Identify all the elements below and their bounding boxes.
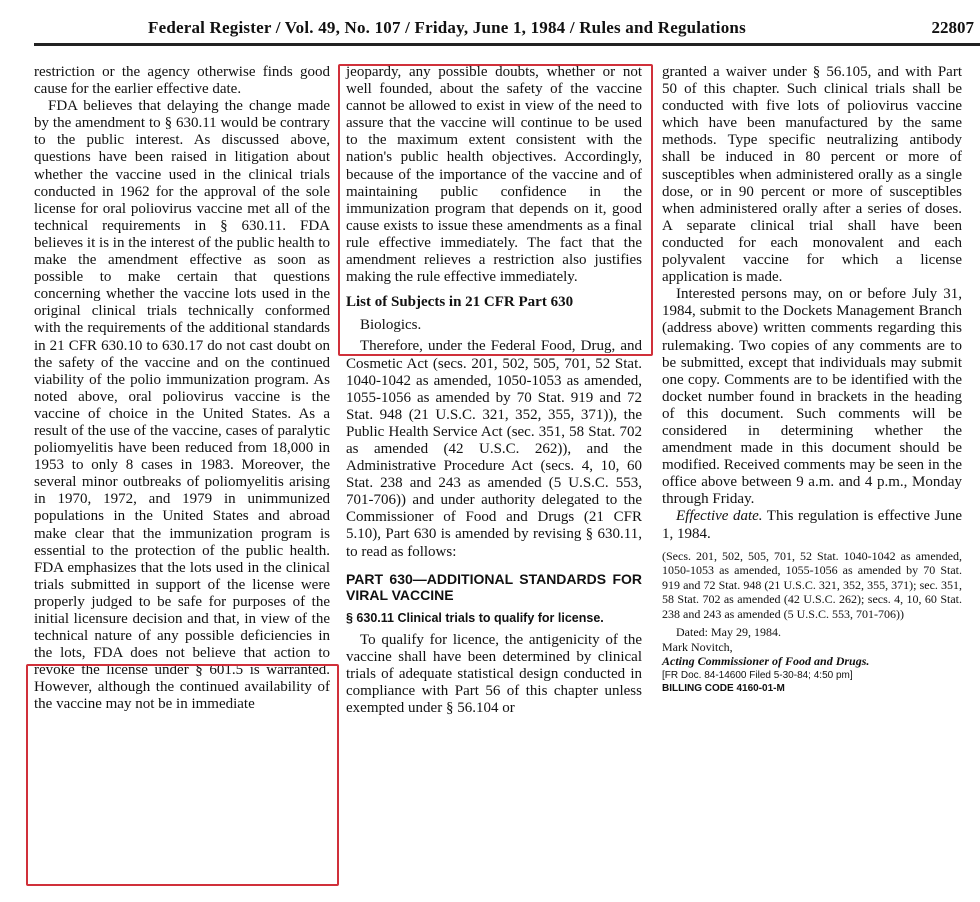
col1-paragraph-2: FDA believes that delaying the change made by the amendment to § 630.11 would be contrary to the public interest. As discussed above, questions have been raised in litigation about whether the vaccine used in the clinical trials conducted in 1962 for the approval of the sole license for oral poliovirus vaccine met all of the technical requirements in § 630.11. FDA believes it is in the interest of the public health to make the amendment effective as soon as possible to make certain that questions concerning whether the vaccine lots used in the original clinical trials technically conformed with the requirements of the additional standards in 21 CFR 630.10 to 630.17 do not cast doubt on the safety of the vaccine and on the continued viability of the polio immunization program. As noted above, oral poliovirus vaccine is the vaccine of choice in the United States. As a result of the use of the vaccine, cases of paralytic poliomyelitis have been reduced from 18,000 in 1953 to only 8 cases in 1983. Moreover, the several minor outbreaks of poliomyelitis arising in 1970, 1972, and 1979 in unimmunized populations in the United States and abroad make clear that the immunization program is essential to the protection of the public health. FDA emphasizes that the lots used in the clinical trials submitted in support of the license were properly judged to be safe for purposes of the initial licensure decision and that, in view of the technical nature of any possible deficiencies in the lots, FDA does not believe that action to revoke the license under § 601.5 is warranted. However, although the continued availability of the vaccine may not be in immediate	[34, 98, 330, 713]
header-rule	[34, 43, 980, 46]
authority-paragraph: Therefore, under the Federal Food, Drug, and Cosmetic Act (secs. 201, 502, 505, 701, 52 Stat. 1040-1042 as amended, 1050-1053 as amended, 1055-1056 as amended by 70 Stat. 919 and 72 Stat. 948 (21 U.S.C. 321, 352, 355, 371)), the Public Health Service Act (sec. 351, 58 Stat. 702 as amended (42 U.S.C. 262)), and the Administrative Procedure Act (secs. 4, 10, 60 Stat. 238 and 243 as amended (5 U.S.C. 553, 701-706)) and under authority delegated to the Commissioner of Food and Drugs (21 CFR 5.10), Part 630 is amended by revising § 630.11, to read as follows:	[346, 338, 642, 560]
header-page-number: 22807	[931, 18, 974, 37]
header-title: Federal Register / Vol. 49, No. 107 / Friday, June 1, 1984 / Rules and Regulations	[148, 18, 746, 37]
section-heading: § 630.11 Clinical trials to qualify for license.	[346, 610, 604, 625]
part-heading: PART 630—ADDITIONAL STANDARDS FOR VIRAL VACCINE	[346, 570, 642, 603]
subjects-list: Biologics.	[360, 317, 422, 334]
highlight-box-col1	[26, 664, 339, 886]
fr-doc-line: [FR Doc. 84-14600 Filed 5-30-84; 4:50 pm]	[662, 669, 853, 681]
col3-paragraph-2: Interested persons may, on or before July 31, 1984, submit to the Dockets Management Branch (address above) written comments regarding this rulemaking. Two copies of any comments are to be submitted, except that individuals may submit one copy. Comments are to be identified with the docket number found in brackets in the heading of this document. Such comments will be considered in determining whether the amendment made in this document should be modified. Received comments may be seen in the office above between 9 a.m. and 4 p.m., Monday through Friday.	[662, 286, 962, 508]
col1-paragraph-1: restriction or the agency otherwise finds good cause for the earlier effective date.	[34, 64, 330, 98]
col2-paragraph-1: jeopardy, any possible doubts, whether or not well founded, about the safety of the vaccine cannot be allowed to exist in view of the need to assure that the vaccine will continue to be used to the maximum extent consistent with the nation's public health objectives. Accordingly, because of the importance of the vaccine and of maintaining public confidence in the immunization program that depends on it, good cause exists to issue these amendments as a final rule effective immediately. The fact that the amendment relieves a restriction also justifies making the rule effective immediately.	[346, 64, 642, 286]
col3-paragraph-1: granted a waiver under § 56.105, and with Part 50 of this chapter. Such clinical trials shall be conducted with five lots of poliovirus vaccine which have been manufactured by the same methods. Type specific neutralizing antibody shall be induced in 80 percent or more of susceptibles when administered orally as a single dose, or in 90 percent or more of susceptibles when administered orally after a series of doses. A separate clinical trial shall have been conducted for each monovalent and each polyvalent vaccine for which a license application is made.	[662, 64, 962, 286]
subjects-heading: List of Subjects in 21 CFR Part 630	[346, 294, 574, 311]
billing-code: BILLING CODE 4160-01-M	[662, 682, 785, 694]
signer-title: Acting Commissioner of Food and Drugs.	[662, 654, 870, 669]
effective-date	[662, 508, 962, 542]
column-1	[34, 64, 330, 714]
effective-date-label: Effective date.	[676, 508, 763, 525]
effective-date-text: This regulation is effective June 1, 1984.	[662, 508, 962, 542]
highlight-box-col2	[338, 64, 653, 356]
page-header	[0, 0, 980, 46]
dated-line: Dated: May 29, 1984.	[676, 625, 781, 640]
citation: (Secs. 201, 502, 505, 701, 52 Stat. 1040-1042 as amended, 1050-1053 as amended, 1055-1056 as amended by 70 Stat. 919 and 72 Stat. 948 (21 U.S.C. 321, 352, 355, 371); sec. 351, 58 Stat. 702 as amended (42 U.S.C. 262); secs. 4, 10, 60 Stat. 238 and 243 as amended (5 U.S.C. 553, 701-706))	[662, 548, 962, 621]
column-3	[662, 64, 962, 695]
signer-name: Mark Novitch,	[662, 639, 733, 654]
section-text: To qualify for licence, the antigenicity of the vaccine shall have been determined by clinical trials of adequate statistical design conducted in compliance with Part 56 of this chapter unless exempted under § 56.104 or	[346, 631, 642, 716]
